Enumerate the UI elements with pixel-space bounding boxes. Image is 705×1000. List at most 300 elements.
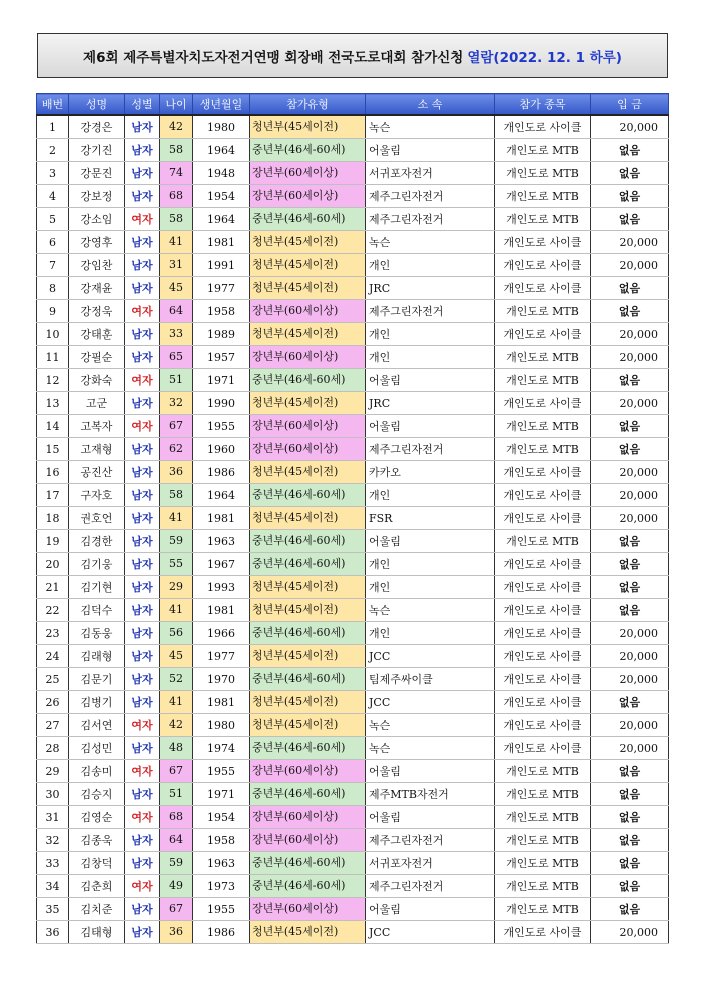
cell-gender: 남자 bbox=[125, 115, 160, 139]
cell-name: 김춘희 bbox=[69, 875, 125, 898]
cell-event: 개인도로 사이클 bbox=[495, 392, 591, 415]
cell-fee: 20,000 bbox=[591, 645, 669, 668]
cell-birth-year: 1993 bbox=[193, 576, 250, 599]
cell-age: 41 bbox=[160, 231, 192, 253]
cell-birth-year: 1977 bbox=[193, 277, 250, 300]
cell-gender: 여자 bbox=[125, 369, 160, 392]
table-row bbox=[37, 921, 669, 944]
table-row bbox=[37, 254, 669, 277]
cell-club: 개인 bbox=[366, 346, 495, 369]
cell-birth-year: 1981 bbox=[193, 691, 250, 714]
cell-number: 7 bbox=[37, 254, 69, 277]
cell-category: 중년부(46세-60세) bbox=[250, 530, 365, 552]
cell-fee: 없음 bbox=[591, 185, 669, 208]
column-header-gender: 성별 bbox=[125, 94, 160, 116]
table-row bbox=[37, 875, 669, 898]
cell-gender: 남자 bbox=[125, 737, 160, 760]
cell-club: 서귀포자전거 bbox=[366, 162, 495, 185]
cell-club: 어울림 bbox=[366, 369, 495, 392]
cell-club: 제주그린자전거 bbox=[366, 829, 495, 852]
cell-fee: 없음 bbox=[591, 898, 669, 921]
cell-fee: 없음 bbox=[591, 576, 669, 599]
cell-event: 개인도로 MTB bbox=[495, 346, 591, 369]
cell-birth-year: 1991 bbox=[193, 254, 250, 277]
cell-event: 개인도로 MTB bbox=[495, 852, 591, 875]
cell-number: 14 bbox=[37, 415, 69, 438]
table-row bbox=[37, 415, 669, 438]
cell-fee: 없음 bbox=[591, 783, 669, 806]
cell-number: 26 bbox=[37, 691, 69, 714]
cell-name: 고복자 bbox=[69, 415, 125, 438]
cell-fee: 없음 bbox=[591, 162, 669, 185]
cell-gender: 남자 bbox=[125, 576, 160, 599]
cell-age: 59 bbox=[160, 852, 192, 874]
cell-fee: 20,000 bbox=[591, 484, 669, 507]
cell-gender: 남자 bbox=[125, 484, 160, 507]
cell-number: 30 bbox=[37, 783, 69, 806]
cell-club: FSR bbox=[366, 507, 495, 530]
cell-number: 11 bbox=[37, 346, 69, 369]
table-row bbox=[37, 737, 669, 760]
cell-fee: 없음 bbox=[591, 691, 669, 714]
table-row bbox=[37, 438, 669, 461]
cell-number: 3 bbox=[37, 162, 69, 185]
cell-birth-year: 1986 bbox=[193, 461, 250, 484]
cell-club: 녹슨 bbox=[366, 599, 495, 622]
cell-event: 개인도로 MTB bbox=[495, 208, 591, 231]
cell-event: 개인도로 MTB bbox=[495, 185, 591, 208]
cell-number: 17 bbox=[37, 484, 69, 507]
cell-number: 15 bbox=[37, 438, 69, 461]
cell-event: 개인도로 사이클 bbox=[495, 277, 591, 300]
cell-fee: 없음 bbox=[591, 139, 669, 162]
cell-event: 개인도로 MTB bbox=[495, 162, 591, 185]
cell-birth-year: 1974 bbox=[193, 737, 250, 760]
cell-category: 청년부(45세이전) bbox=[250, 231, 365, 253]
table-row bbox=[37, 139, 669, 162]
cell-gender: 남자 bbox=[125, 346, 160, 369]
cell-category: 청년부(45세이전) bbox=[250, 254, 365, 276]
cell-age: 67 bbox=[160, 415, 192, 437]
cell-name: 강소임 bbox=[69, 208, 125, 231]
cell-event: 개인도로 사이클 bbox=[495, 461, 591, 484]
cell-category: 중년부(46세-60세) bbox=[250, 553, 365, 575]
cell-gender: 남자 bbox=[125, 254, 160, 277]
cell-birth-year: 1963 bbox=[193, 530, 250, 553]
cell-category: 중년부(46세-60세) bbox=[250, 783, 365, 805]
cell-number: 21 bbox=[37, 576, 69, 599]
cell-category: 장년부(60세이상) bbox=[250, 829, 365, 851]
cell-name: 강태훈 bbox=[69, 323, 125, 346]
cell-birth-year: 1981 bbox=[193, 599, 250, 622]
cell-category: 중년부(46세-60세) bbox=[250, 852, 365, 874]
title-highlight: 열람(2022. 12. 1 하루) bbox=[467, 49, 622, 66]
cell-event: 개인도로 사이클 bbox=[495, 714, 591, 737]
cell-fee: 20,000 bbox=[591, 231, 669, 254]
table-row bbox=[37, 300, 669, 323]
cell-event: 개인도로 사이클 bbox=[495, 231, 591, 254]
cell-name: 강필순 bbox=[69, 346, 125, 369]
cell-age: 58 bbox=[160, 139, 192, 161]
cell-number: 33 bbox=[37, 852, 69, 875]
cell-category: 중년부(46세-60세) bbox=[250, 875, 365, 897]
cell-age: 41 bbox=[160, 691, 192, 713]
cell-fee: 없음 bbox=[591, 806, 669, 829]
cell-fee: 20,000 bbox=[591, 115, 669, 139]
cell-name: 김동웅 bbox=[69, 622, 125, 645]
cell-number: 25 bbox=[37, 668, 69, 691]
cell-club: 제주그린자전거 bbox=[366, 185, 495, 208]
cell-fee: 없음 bbox=[591, 530, 669, 553]
cell-number: 19 bbox=[37, 530, 69, 553]
cell-event: 개인도로 MTB bbox=[495, 300, 591, 323]
cell-gender: 남자 bbox=[125, 599, 160, 622]
cell-club: 어울림 bbox=[366, 415, 495, 438]
cell-gender: 남자 bbox=[125, 323, 160, 346]
cell-club: JRC bbox=[366, 277, 495, 300]
cell-event: 개인도로 사이클 bbox=[495, 622, 591, 645]
cell-club: 개인 bbox=[366, 576, 495, 599]
cell-age: 41 bbox=[160, 507, 192, 529]
cell-name: 김송미 bbox=[69, 760, 125, 783]
cell-event: 개인도로 MTB bbox=[495, 898, 591, 921]
cell-event: 개인도로 MTB bbox=[495, 139, 591, 162]
cell-event: 개인도로 사이클 bbox=[495, 645, 591, 668]
cell-gender: 남자 bbox=[125, 185, 160, 208]
cell-club: 어울림 bbox=[366, 530, 495, 553]
cell-birth-year: 1957 bbox=[193, 346, 250, 369]
table-row bbox=[37, 346, 669, 369]
cell-number: 32 bbox=[37, 829, 69, 852]
cell-category: 청년부(45세이전) bbox=[250, 461, 365, 483]
table-row bbox=[37, 645, 669, 668]
cell-category: 중년부(46세-60세) bbox=[250, 208, 365, 230]
cell-category: 청년부(45세이전) bbox=[250, 323, 365, 345]
cell-fee: 20,000 bbox=[591, 507, 669, 530]
column-header-fee: 입 금 bbox=[591, 94, 669, 116]
cell-age: 52 bbox=[160, 668, 192, 690]
cell-fee: 없음 bbox=[591, 369, 669, 392]
cell-age: 59 bbox=[160, 530, 192, 552]
cell-name: 김창덕 bbox=[69, 852, 125, 875]
cell-gender: 여자 bbox=[125, 760, 160, 783]
column-header-number: 배번 bbox=[37, 94, 69, 116]
cell-name: 강재윤 bbox=[69, 277, 125, 300]
cell-club: 개인 bbox=[366, 484, 495, 507]
cell-birth-year: 1977 bbox=[193, 645, 250, 668]
cell-gender: 남자 bbox=[125, 507, 160, 530]
table-row bbox=[37, 231, 669, 254]
cell-category: 청년부(45세이전) bbox=[250, 691, 365, 713]
cell-age: 51 bbox=[160, 369, 192, 391]
cell-gender: 남자 bbox=[125, 231, 160, 254]
cell-fee: 없음 bbox=[591, 208, 669, 231]
cell-club: 팀제주싸이클 bbox=[366, 668, 495, 691]
cell-number: 18 bbox=[37, 507, 69, 530]
cell-category: 청년부(45세이전) bbox=[250, 507, 365, 529]
cell-name: 고군 bbox=[69, 392, 125, 415]
column-header-birth-year: 생년월일 bbox=[193, 94, 250, 116]
cell-gender: 남자 bbox=[125, 622, 160, 645]
cell-number: 2 bbox=[37, 139, 69, 162]
cell-name: 강문진 bbox=[69, 162, 125, 185]
cell-gender: 여자 bbox=[125, 875, 160, 898]
cell-age: 67 bbox=[160, 898, 192, 920]
cell-club: 제주그린자전거 bbox=[366, 208, 495, 231]
cell-fee: 없음 bbox=[591, 415, 669, 438]
column-header-age: 나이 bbox=[160, 94, 193, 116]
cell-gender: 남자 bbox=[125, 921, 160, 944]
table-row bbox=[37, 806, 669, 829]
table-row bbox=[37, 162, 669, 185]
cell-event: 개인도로 사이클 bbox=[495, 576, 591, 599]
table-row bbox=[37, 323, 669, 346]
table-body bbox=[37, 115, 669, 944]
cell-event: 개인도로 사이클 bbox=[495, 553, 591, 576]
cell-gender: 남자 bbox=[125, 438, 160, 461]
cell-fee: 20,000 bbox=[591, 668, 669, 691]
cell-club: 서귀포자전거 bbox=[366, 852, 495, 875]
cell-birth-year: 1981 bbox=[193, 231, 250, 254]
cell-event: 개인도로 사이클 bbox=[495, 599, 591, 622]
cell-gender: 여자 bbox=[125, 806, 160, 829]
cell-age: 32 bbox=[160, 392, 192, 414]
cell-name: 김기웅 bbox=[69, 553, 125, 576]
cell-birth-year: 1958 bbox=[193, 300, 250, 323]
cell-name: 김경한 bbox=[69, 530, 125, 553]
cell-category: 장년부(60세이상) bbox=[250, 806, 365, 828]
cell-age: 41 bbox=[160, 599, 192, 621]
cell-category: 장년부(60세이상) bbox=[250, 300, 365, 322]
cell-name: 강영후 bbox=[69, 231, 125, 254]
table-row bbox=[37, 622, 669, 645]
cell-club: 어울림 bbox=[366, 139, 495, 162]
cell-age: 74 bbox=[160, 162, 192, 184]
table-row bbox=[37, 852, 669, 875]
cell-gender: 남자 bbox=[125, 139, 160, 162]
cell-event: 개인도로 MTB bbox=[495, 806, 591, 829]
cell-number: 28 bbox=[37, 737, 69, 760]
cell-gender: 남자 bbox=[125, 392, 160, 415]
cell-birth-year: 1964 bbox=[193, 139, 250, 162]
cell-club: JCC bbox=[366, 691, 495, 714]
cell-age: 55 bbox=[160, 553, 192, 575]
cell-club: 제주MTB자전거 bbox=[366, 783, 495, 806]
cell-birth-year: 1971 bbox=[193, 369, 250, 392]
cell-fee: 없음 bbox=[591, 438, 669, 461]
cell-club: JCC bbox=[366, 645, 495, 668]
cell-gender: 남자 bbox=[125, 668, 160, 691]
cell-age: 36 bbox=[160, 461, 192, 483]
cell-club: 제주그린자전거 bbox=[366, 300, 495, 323]
cell-number: 16 bbox=[37, 461, 69, 484]
cell-category: 장년부(60세이상) bbox=[250, 415, 365, 437]
cell-fee: 20,000 bbox=[591, 323, 669, 346]
cell-name: 구자호 bbox=[69, 484, 125, 507]
cell-club: 어울림 bbox=[366, 806, 495, 829]
cell-number: 9 bbox=[37, 300, 69, 323]
cell-name: 김문기 bbox=[69, 668, 125, 691]
cell-event: 개인도로 사이클 bbox=[495, 507, 591, 530]
table-row bbox=[37, 760, 669, 783]
cell-birth-year: 1989 bbox=[193, 323, 250, 346]
table-row bbox=[37, 461, 669, 484]
cell-name: 강정욱 bbox=[69, 300, 125, 323]
cell-age: 42 bbox=[160, 714, 192, 736]
cell-club: 녹슨 bbox=[366, 714, 495, 737]
cell-category: 중년부(46세-60세) bbox=[250, 737, 365, 759]
cell-category: 장년부(60세이상) bbox=[250, 185, 365, 207]
cell-event: 개인도로 사이클 bbox=[495, 737, 591, 760]
cell-birth-year: 1955 bbox=[193, 898, 250, 921]
cell-age: 45 bbox=[160, 277, 192, 299]
cell-name: 강보정 bbox=[69, 185, 125, 208]
table-row bbox=[37, 829, 669, 852]
cell-age: 67 bbox=[160, 760, 192, 782]
cell-number: 22 bbox=[37, 599, 69, 622]
cell-club: 어울림 bbox=[366, 760, 495, 783]
cell-name: 김덕수 bbox=[69, 599, 125, 622]
cell-club: 개인 bbox=[366, 323, 495, 346]
cell-event: 개인도로 사이클 bbox=[495, 691, 591, 714]
cell-gender: 남자 bbox=[125, 277, 160, 300]
cell-name: 김종욱 bbox=[69, 829, 125, 852]
table-row bbox=[37, 714, 669, 737]
cell-number: 13 bbox=[37, 392, 69, 415]
cell-category: 청년부(45세이전) bbox=[250, 645, 365, 667]
cell-gender: 남자 bbox=[125, 783, 160, 806]
cell-birth-year: 1966 bbox=[193, 622, 250, 645]
cell-gender: 남자 bbox=[125, 852, 160, 875]
table-header bbox=[37, 94, 669, 116]
cell-fee: 20,000 bbox=[591, 254, 669, 277]
cell-event: 개인도로 MTB bbox=[495, 829, 591, 852]
cell-fee: 20,000 bbox=[591, 346, 669, 369]
table-row bbox=[37, 277, 669, 300]
cell-category: 장년부(60세이상) bbox=[250, 162, 365, 184]
cell-name: 공진산 bbox=[69, 461, 125, 484]
cell-age: 49 bbox=[160, 875, 192, 897]
cell-birth-year: 1980 bbox=[193, 115, 250, 139]
cell-category: 청년부(45세이전) bbox=[250, 921, 365, 943]
cell-age: 56 bbox=[160, 622, 192, 644]
cell-number: 12 bbox=[37, 369, 69, 392]
table-row bbox=[37, 553, 669, 576]
cell-birth-year: 1954 bbox=[193, 806, 250, 829]
cell-club: 개인 bbox=[366, 622, 495, 645]
cell-club: 개인 bbox=[366, 553, 495, 576]
column-header-event: 참가 종목 bbox=[495, 94, 591, 116]
cell-name: 권호언 bbox=[69, 507, 125, 530]
cell-fee: 없음 bbox=[591, 553, 669, 576]
cell-fee: 20,000 bbox=[591, 461, 669, 484]
cell-age: 64 bbox=[160, 829, 192, 851]
cell-category: 중년부(46세-60세) bbox=[250, 139, 365, 161]
cell-name: 김승지 bbox=[69, 783, 125, 806]
cell-name: 김병기 bbox=[69, 691, 125, 714]
cell-age: 65 bbox=[160, 346, 192, 368]
cell-event: 개인도로 MTB bbox=[495, 760, 591, 783]
table-row bbox=[37, 185, 669, 208]
cell-age: 51 bbox=[160, 783, 192, 805]
table-row bbox=[37, 599, 669, 622]
cell-category: 중년부(46세-60세) bbox=[250, 668, 365, 690]
cell-fee: 없음 bbox=[591, 599, 669, 622]
cell-gender: 남자 bbox=[125, 162, 160, 185]
cell-age: 36 bbox=[160, 921, 192, 943]
cell-birth-year: 1990 bbox=[193, 392, 250, 415]
cell-name: 김태형 bbox=[69, 921, 125, 944]
cell-category: 청년부(45세이전) bbox=[250, 116, 365, 138]
cell-fee: 없음 bbox=[591, 829, 669, 852]
cell-age: 45 bbox=[160, 645, 192, 667]
cell-number: 1 bbox=[37, 115, 69, 139]
cell-event: 개인도로 MTB bbox=[495, 415, 591, 438]
cell-birth-year: 1948 bbox=[193, 162, 250, 185]
cell-fee: 20,000 bbox=[591, 714, 669, 737]
cell-club: JCC bbox=[366, 921, 495, 944]
cell-club: 제주그린자전거 bbox=[366, 438, 495, 461]
cell-event: 개인도로 MTB bbox=[495, 783, 591, 806]
cell-gender: 여자 bbox=[125, 714, 160, 737]
cell-club: 제주그린자전거 bbox=[366, 875, 495, 898]
cell-name: 강화숙 bbox=[69, 369, 125, 392]
table-row bbox=[37, 668, 669, 691]
cell-event: 개인도로 사이클 bbox=[495, 254, 591, 277]
cell-gender: 남자 bbox=[125, 691, 160, 714]
cell-category: 중년부(46세-60세) bbox=[250, 484, 365, 506]
cell-name: 김영순 bbox=[69, 806, 125, 829]
cell-fee: 없음 bbox=[591, 760, 669, 783]
cell-birth-year: 1964 bbox=[193, 208, 250, 231]
cell-age: 42 bbox=[160, 116, 192, 138]
cell-birth-year: 1964 bbox=[193, 484, 250, 507]
table-row bbox=[37, 208, 669, 231]
cell-fee: 20,000 bbox=[591, 737, 669, 760]
cell-birth-year: 1960 bbox=[193, 438, 250, 461]
cell-age: 68 bbox=[160, 806, 192, 828]
table-row bbox=[37, 369, 669, 392]
table-row bbox=[37, 783, 669, 806]
table-row bbox=[37, 115, 669, 139]
column-header-name: 성명 bbox=[69, 94, 125, 116]
cell-name: 김성민 bbox=[69, 737, 125, 760]
cell-name: 김치준 bbox=[69, 898, 125, 921]
cell-category: 장년부(60세이상) bbox=[250, 760, 365, 782]
page-title bbox=[37, 33, 668, 78]
cell-number: 6 bbox=[37, 231, 69, 254]
cell-birth-year: 1963 bbox=[193, 852, 250, 875]
cell-birth-year: 1980 bbox=[193, 714, 250, 737]
cell-category: 청년부(45세이전) bbox=[250, 714, 365, 736]
cell-birth-year: 1955 bbox=[193, 760, 250, 783]
table-row bbox=[37, 691, 669, 714]
title-main: 제6회 제주특별자치도자전거연맹 회장배 전국도로대회 참가신청 bbox=[83, 49, 464, 66]
cell-fee: 없음 bbox=[591, 300, 669, 323]
table-row bbox=[37, 530, 669, 553]
cell-fee: 없음 bbox=[591, 875, 669, 898]
cell-club: 카카오 bbox=[366, 461, 495, 484]
cell-number: 20 bbox=[37, 553, 69, 576]
cell-name: 김서연 bbox=[69, 714, 125, 737]
cell-name: 강기진 bbox=[69, 139, 125, 162]
cell-club: 녹슨 bbox=[366, 737, 495, 760]
cell-event: 개인도로 사이클 bbox=[495, 921, 591, 944]
cell-category: 청년부(45세이전) bbox=[250, 576, 365, 598]
cell-gender: 남자 bbox=[125, 829, 160, 852]
cell-name: 고재형 bbox=[69, 438, 125, 461]
cell-gender: 남자 bbox=[125, 645, 160, 668]
